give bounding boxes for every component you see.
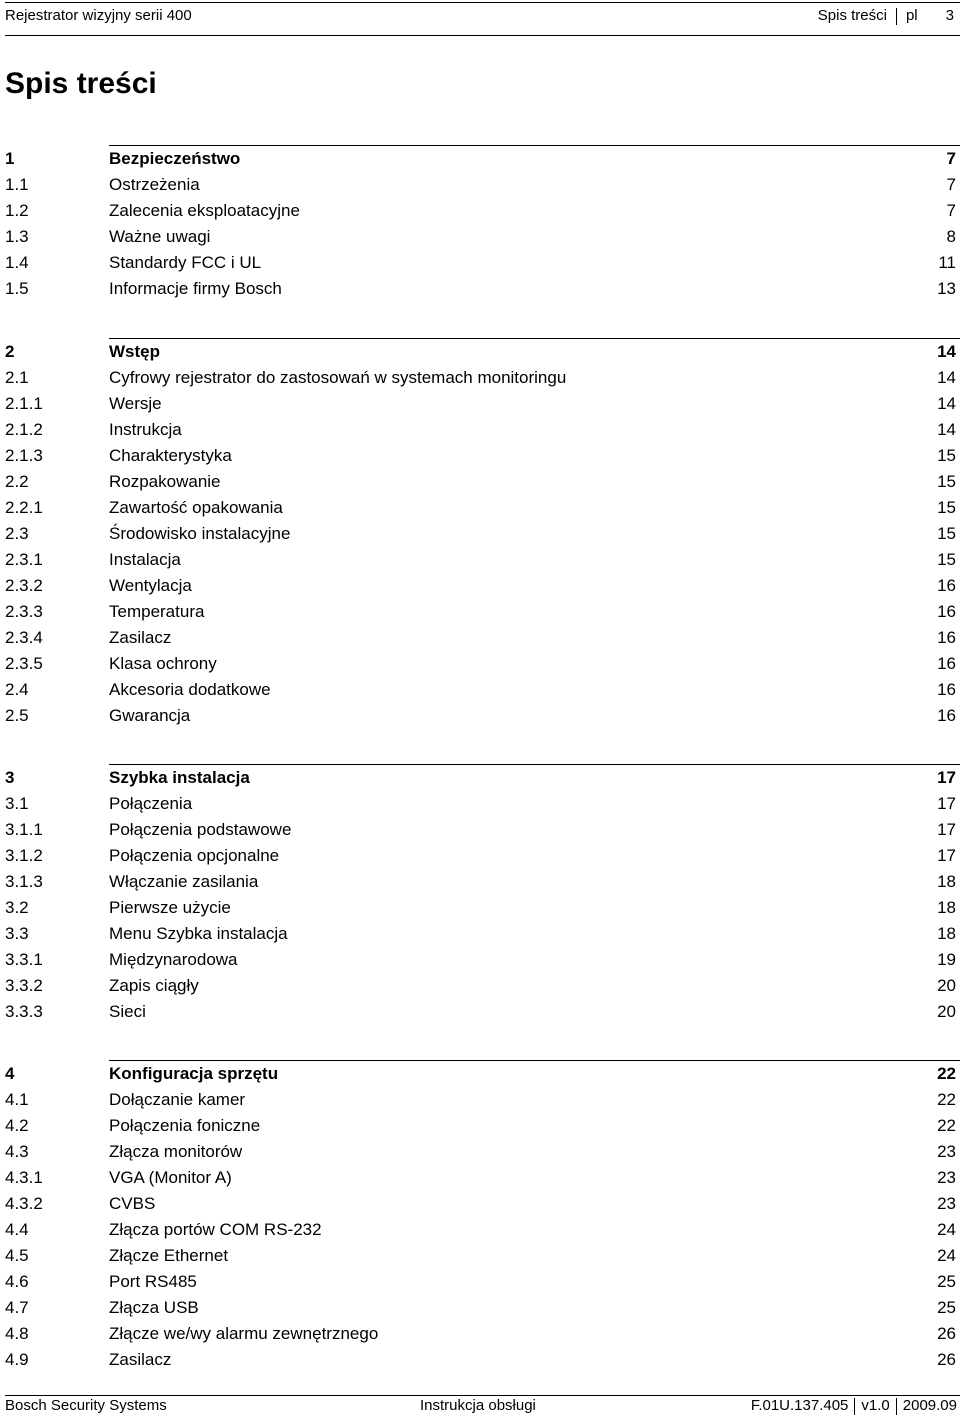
toc-entry-title: Złącze we/wy alarmu zewnętrznego bbox=[109, 1324, 379, 1343]
toc-entry-number: 3.3.3 bbox=[5, 1002, 43, 1021]
toc-entry-page: 19 bbox=[937, 950, 956, 969]
toc-entry-title: Złącze Ethernet bbox=[109, 1246, 229, 1265]
toc-entry-page: 17 bbox=[937, 794, 956, 813]
toc-entry-number: 4.8 bbox=[5, 1324, 29, 1343]
toc-entry-number: 1 bbox=[5, 149, 15, 168]
toc-entry[interactable] bbox=[5, 1295, 956, 1321]
toc-entry-number: 4.7 bbox=[5, 1298, 29, 1317]
toc-entry[interactable] bbox=[5, 791, 956, 817]
toc-entry-number: 2.1.1 bbox=[5, 394, 43, 413]
toc-entry-title: Instalacja bbox=[109, 550, 181, 569]
toc-entry-page: 7 bbox=[946, 149, 956, 168]
toc-entry-page: 26 bbox=[937, 1350, 956, 1369]
toc-entry-title: Ważne uwagi bbox=[109, 227, 211, 246]
toc-entry-title: Charakterystyka bbox=[109, 446, 232, 465]
toc-entry[interactable] bbox=[5, 276, 956, 302]
toc-entry-number: 4.3.1 bbox=[5, 1168, 43, 1187]
toc-entry-number: 3.2 bbox=[5, 898, 29, 917]
toc-entry-page: 16 bbox=[937, 680, 956, 699]
toc-entry[interactable] bbox=[5, 224, 956, 250]
toc-entry-number: 2 bbox=[5, 342, 15, 361]
toc-entry-page: 25 bbox=[937, 1272, 956, 1291]
toc-entry-number: 4.4 bbox=[5, 1220, 29, 1239]
toc-chapter-entry[interactable] bbox=[5, 339, 956, 365]
toc-entry[interactable] bbox=[5, 599, 956, 625]
toc-entry-number: 2.3.5 bbox=[5, 654, 43, 673]
toc-entry-number: 1.2 bbox=[5, 201, 29, 220]
toc-entry-number: 2.4 bbox=[5, 680, 29, 699]
toc-entry[interactable] bbox=[5, 573, 956, 599]
toc-entry-title: VGA (Monitor A) bbox=[109, 1168, 232, 1187]
toc-entry-number: 2.1.3 bbox=[5, 446, 43, 465]
toc-entry-page: 23 bbox=[937, 1194, 956, 1213]
toc-entry-page: 15 bbox=[937, 550, 956, 569]
toc-entry-title: Zawartość opakowania bbox=[109, 498, 283, 517]
toc-entry-number: 2.3.2 bbox=[5, 576, 43, 595]
toc-entry-title: Połączenia bbox=[109, 794, 193, 813]
toc-entry-number: 4.6 bbox=[5, 1272, 29, 1291]
toc-chapter-entry[interactable] bbox=[5, 765, 956, 791]
toc-entry[interactable] bbox=[5, 547, 956, 573]
toc-entry-page: 17 bbox=[937, 820, 956, 839]
toc-entry-title: Zasilacz bbox=[109, 628, 172, 647]
toc-entry-title: Połączenia podstawowe bbox=[109, 820, 292, 839]
toc-entry-number: 2.3.1 bbox=[5, 550, 43, 569]
toc-entry-title: Pierwsze użycie bbox=[109, 898, 231, 917]
toc-entry[interactable] bbox=[5, 365, 956, 391]
toc-chapter-entry[interactable] bbox=[5, 1061, 956, 1087]
toc-chapter-entry[interactable] bbox=[5, 146, 956, 172]
toc-entry-title: Złącza monitorów bbox=[109, 1142, 243, 1161]
toc-entry[interactable] bbox=[5, 843, 956, 869]
toc-entry-number: 3.3.2 bbox=[5, 976, 43, 995]
footer-version: v1.0 bbox=[861, 1397, 890, 1414]
toc-entry-page: 15 bbox=[937, 472, 956, 491]
toc-entry-number: 2.1 bbox=[5, 368, 29, 387]
toc-entry[interactable] bbox=[5, 703, 956, 729]
toc-entry-title: Informacje firmy Bosch bbox=[109, 279, 282, 298]
toc-entry[interactable] bbox=[5, 1347, 956, 1373]
header-page-number: 3 bbox=[945, 7, 954, 24]
toc-entry-number: 3.3.1 bbox=[5, 950, 43, 969]
toc-entry[interactable] bbox=[5, 677, 956, 703]
toc-entry[interactable] bbox=[5, 521, 956, 547]
toc-entry-page: 13 bbox=[937, 279, 956, 298]
toc-entry-page: 16 bbox=[937, 602, 956, 621]
toc-entry-page: 16 bbox=[937, 706, 956, 725]
toc-entry-page: 14 bbox=[937, 420, 956, 439]
toc-entry[interactable] bbox=[5, 869, 956, 895]
toc-entry-page: 25 bbox=[937, 1298, 956, 1317]
toc-entry-page: 22 bbox=[937, 1064, 956, 1083]
toc-entry-page: 11 bbox=[938, 253, 956, 272]
toc-entry-number: 1.3 bbox=[5, 227, 29, 246]
toc-entry-title: Połączenia opcjonalne bbox=[109, 846, 280, 865]
toc-entry-title: Złącza USB bbox=[109, 1298, 199, 1317]
toc-entry[interactable] bbox=[5, 495, 956, 521]
toc-entry-page: 15 bbox=[937, 446, 956, 465]
toc-entry-number: 1.1 bbox=[5, 175, 29, 194]
toc-entry-number: 2.3.3 bbox=[5, 602, 43, 621]
toc-entry-title: Zalecenia eksploatacyjne bbox=[109, 201, 300, 220]
toc-entry-number: 2.2.1 bbox=[5, 498, 43, 517]
toc-entry[interactable] bbox=[5, 947, 956, 973]
toc-entry-page: 16 bbox=[937, 654, 956, 673]
toc-entry-title: Wentylacja bbox=[109, 576, 192, 595]
toc-entry[interactable] bbox=[5, 1243, 956, 1269]
toc-entry[interactable] bbox=[5, 250, 956, 276]
toc-entry-number: 4 bbox=[5, 1064, 15, 1083]
toc-entry[interactable] bbox=[5, 1139, 956, 1165]
toc-entry[interactable] bbox=[5, 973, 956, 999]
toc-entry-page: 8 bbox=[946, 227, 956, 246]
footer-document-id: F.01U.137.405 bbox=[750, 1397, 849, 1414]
toc-entry-title: Bezpieczeństwo bbox=[109, 149, 241, 168]
toc-entry-number: 4.2 bbox=[5, 1116, 29, 1135]
toc-entry[interactable] bbox=[5, 1165, 956, 1191]
toc-entry-page: 14 bbox=[937, 394, 956, 413]
toc-entry[interactable] bbox=[5, 391, 956, 417]
toc-entry[interactable] bbox=[5, 443, 956, 469]
toc-entry-number: 3.1.1 bbox=[5, 820, 43, 839]
toc-entry-title: Ostrzeżenia bbox=[109, 175, 200, 194]
toc-entry-page: 17 bbox=[937, 768, 956, 787]
toc-entry[interactable] bbox=[5, 469, 956, 495]
toc-entry[interactable] bbox=[5, 1087, 956, 1113]
toc-entry-title: Port RS485 bbox=[109, 1272, 197, 1291]
toc-entry-title: Połączenia foniczne bbox=[109, 1116, 261, 1135]
toc-entry-number: 4.3.2 bbox=[5, 1194, 43, 1213]
toc-entry-number: 3.1.2 bbox=[5, 846, 43, 865]
toc-entry-title: Środowisko instalacyjne bbox=[109, 524, 291, 543]
toc-entry-title: Sieci bbox=[109, 1002, 146, 1021]
toc-entry-number: 2.3 bbox=[5, 524, 29, 543]
toc-entry-page: 7 bbox=[946, 201, 956, 220]
toc-entry[interactable] bbox=[5, 1113, 956, 1139]
toc-entry-number: 2.5 bbox=[5, 706, 29, 725]
toc-entry-page: 16 bbox=[937, 628, 956, 647]
toc-entry-title: Menu Szybka instalacja bbox=[109, 924, 288, 943]
toc-entry-title: Gwarancja bbox=[109, 706, 191, 725]
header-document-title: Rejestrator wizyjny serii 400 bbox=[5, 7, 192, 24]
toc-entry-title: Zasilacz bbox=[109, 1350, 172, 1369]
toc-entry-page: 22 bbox=[937, 1090, 956, 1109]
header-rule-top bbox=[5, 2, 960, 3]
toc-entry[interactable] bbox=[5, 817, 956, 843]
toc-entry[interactable] bbox=[5, 172, 956, 198]
toc-entry-title: Szybka instalacja bbox=[109, 768, 250, 787]
toc-entry-number: 4.9 bbox=[5, 1350, 29, 1369]
toc-entry-page: 20 bbox=[937, 976, 956, 995]
footer-document-type: Instrukcja obsługi bbox=[420, 1397, 536, 1414]
footer-date: 2009.09 bbox=[902, 1397, 957, 1414]
header-rule-bottom bbox=[5, 35, 960, 36]
toc-entry-title: Zapis ciągły bbox=[109, 976, 199, 995]
toc-entry[interactable] bbox=[5, 999, 956, 1025]
toc-entry-title: Klasa ochrony bbox=[109, 654, 217, 673]
toc-entry[interactable] bbox=[5, 417, 956, 443]
toc-entry-number: 2.3.4 bbox=[5, 628, 43, 647]
toc-entry-page: 24 bbox=[937, 1246, 956, 1265]
footer-separator bbox=[854, 1398, 855, 1415]
toc-entry-page: 23 bbox=[937, 1142, 956, 1161]
toc-entry-number: 3.1 bbox=[5, 794, 29, 813]
toc-entry-page: 17 bbox=[937, 846, 956, 865]
toc-entry-title: Międzynarodowa bbox=[109, 950, 238, 969]
toc-entry-page: 20 bbox=[937, 1002, 956, 1021]
toc-entry-page: 18 bbox=[937, 872, 956, 891]
toc-entry-number: 1.4 bbox=[5, 253, 29, 272]
toc-entry[interactable] bbox=[5, 921, 956, 947]
toc-entry-title: Cyfrowy rejestrator do zastosowań w systemach monitoringu bbox=[109, 368, 567, 387]
toc-entry-page: 7 bbox=[946, 175, 956, 194]
footer-separator bbox=[896, 1398, 897, 1415]
toc-entry-number: 2.2 bbox=[5, 472, 29, 491]
toc-entry-title: Włączanie zasilania bbox=[109, 872, 259, 891]
toc-entry-number: 4.5 bbox=[5, 1246, 29, 1265]
toc-entry-title: Złącza portów COM RS-232 bbox=[109, 1220, 322, 1239]
toc-entry[interactable] bbox=[5, 1269, 956, 1295]
toc-entry[interactable] bbox=[5, 1321, 956, 1347]
toc-entry-title: Wersje bbox=[109, 394, 162, 413]
toc-entry-title: Konfiguracja sprzętu bbox=[109, 1064, 279, 1083]
toc-entry-page: 18 bbox=[937, 924, 956, 943]
toc-entry[interactable] bbox=[5, 1217, 956, 1243]
toc-entry-title: Instrukcja bbox=[109, 420, 182, 439]
header-section-info bbox=[818, 7, 954, 25]
toc-entry[interactable] bbox=[5, 625, 956, 651]
toc-entry-number: 4.3 bbox=[5, 1142, 29, 1161]
header-separator bbox=[896, 8, 897, 25]
toc-entry-title: Wstęp bbox=[109, 342, 160, 361]
toc-entry-page: 23 bbox=[937, 1168, 956, 1187]
toc-entry-title: Rozpakowanie bbox=[109, 472, 221, 491]
toc-entry-number: 2.1.2 bbox=[5, 420, 43, 439]
footer-company: Bosch Security Systems bbox=[5, 1397, 167, 1414]
footer-rule bbox=[5, 1395, 960, 1396]
header-section-name: Spis treści bbox=[817, 7, 887, 24]
toc-entry-title: Standardy FCC i UL bbox=[109, 253, 262, 272]
header-language: pl bbox=[905, 7, 918, 24]
toc-entry[interactable] bbox=[5, 895, 956, 921]
toc-entry[interactable] bbox=[5, 651, 956, 677]
toc-entry[interactable] bbox=[5, 1191, 956, 1217]
toc-entry-page: 26 bbox=[937, 1324, 956, 1343]
toc-entry-title: Akcesoria dodatkowe bbox=[109, 680, 271, 699]
toc-entry-number: 3 bbox=[5, 768, 15, 787]
toc-entry-page: 15 bbox=[937, 498, 956, 517]
toc-entry-page: 24 bbox=[937, 1220, 956, 1239]
toc-entry-page: 22 bbox=[937, 1116, 956, 1135]
toc-entry[interactable] bbox=[5, 198, 956, 224]
toc-entry-number: 3.3 bbox=[5, 924, 29, 943]
footer-document-info bbox=[751, 1397, 957, 1415]
toc-entry-page: 15 bbox=[937, 524, 956, 543]
toc-entry-page: 14 bbox=[937, 342, 956, 361]
page-title: Spis treści bbox=[5, 67, 157, 100]
toc-entry-number: 1.5 bbox=[5, 279, 29, 298]
toc-entry-title: Temperatura bbox=[109, 602, 205, 621]
toc-entry-page: 18 bbox=[937, 898, 956, 917]
toc-entry-title: Dołączanie kamer bbox=[109, 1090, 246, 1109]
toc-entry-number: 3.1.3 bbox=[5, 872, 43, 891]
toc-entry-number: 4.1 bbox=[5, 1090, 29, 1109]
toc-entry-title: CVBS bbox=[109, 1194, 156, 1213]
toc-entry-page: 16 bbox=[937, 576, 956, 595]
toc-entry-page: 14 bbox=[937, 368, 956, 387]
